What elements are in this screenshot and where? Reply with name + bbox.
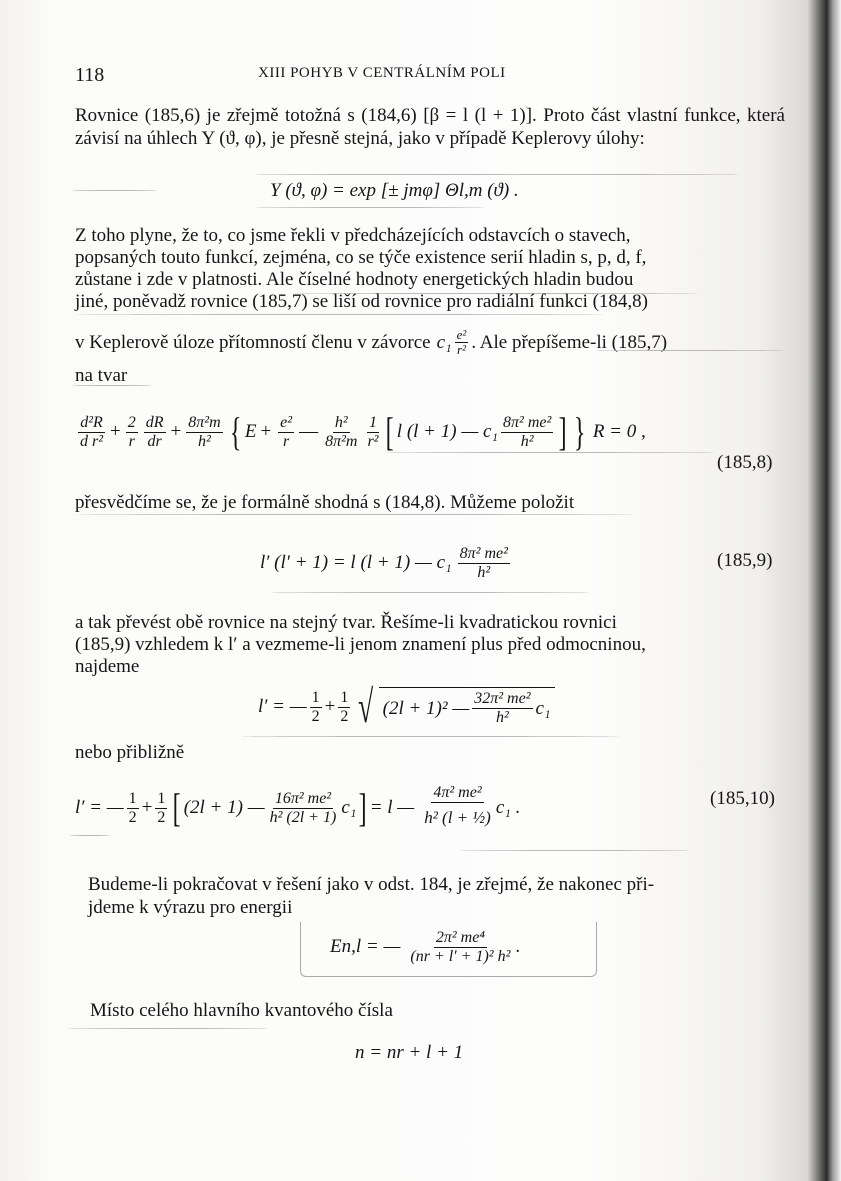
paragraph-4-line-2: (185,9) vzhledem k l′ a vezmeme-li jenom znamení plus před odmocninou, xyxy=(75,634,646,655)
paragraph-2-line-1: Z toho plyne, že to, co jsme řekli v předcházejících odstavcích o stavech, xyxy=(75,225,631,246)
pencil-underline xyxy=(75,514,635,515)
pencil-underline xyxy=(68,1028,268,1029)
paragraph-7: Místo celého hlavního kvantového čísla xyxy=(90,1000,393,1021)
equation-185-10: l′ = — $\frac{1}{2}$ + $\frac{1}{2}$ [ (2l + 1) — $\frac{\text{16π² me²}}{\text{h² (2l + 1)}}$ c₁ ] = l — $\frac{\text{4π² me²}}{\text{h² (l + ½)}}$ c₁ . xyxy=(75,783,521,830)
pencil-underline xyxy=(385,452,715,453)
paragraph-4-line-1: a tak převést obě rovnice na stejný tvar. Řešíme-li kvadratickou rovnici xyxy=(75,612,617,633)
paragraph-3: přesvědčíme se, že je formálně shodná s (184,8). Můžeme položit xyxy=(75,492,575,513)
pencil-underline xyxy=(430,174,740,175)
pencil-underline xyxy=(240,736,620,737)
page-number: 118 xyxy=(75,64,105,86)
paragraph-5: nebo přibližně xyxy=(75,742,185,763)
equation-n-definition: n = nr + l + 1 xyxy=(355,1042,464,1063)
pencil-underline xyxy=(255,207,485,208)
paragraph-2-line-5: v Keplerově úloze přítomností členu v závorce c₁ $\frac{\text{e²}}{\text{r²}}$ . Ale přepíšeme-li (185,7) xyxy=(75,327,668,357)
paragraph-2-line-4: jiné, poněvadž rovnice (185,7) se liší od rovnice pro radiální funkci (184,8) xyxy=(75,291,648,312)
paragraph-6-line-2: jdeme k výrazu pro energii xyxy=(88,897,293,918)
equation-number-185-10: (185,10) xyxy=(710,788,775,809)
paragraph-2-line-2: popsaných touto funkcí, zejména, co se týče existence serií hladin s, p, d, f, xyxy=(75,247,647,268)
equation-185-8: $\frac{\text{d²R}}{\text{d r²}}$ + $\frac{2}{r}$ $\frac{dR}{dr}$ + $\frac{\text{8π²m}}{\text{h²}}$ { E + $\frac{\text{e²}}{r}$ — $\frac{\text{h²}}{\text{8π²m}}$ $\frac{1}{\text{r²}}$ [ l (l + 1) — c₁ $\frac{\text{8π² me²}}{\text{h²}}$ ] } R = 0 , xyxy=(80,409,646,454)
paragraph-6-line-1: Budeme-li pokračovat v řešení jako v odst. 184, je zřejmé, že nakonec při- xyxy=(88,874,655,895)
fraction: $\frac{\text{e²}}{\text{r²}}$ xyxy=(456,327,467,357)
running-title: XIII POHYB V CENTRÁLNÍM POLI xyxy=(258,65,506,81)
square-root: √ (2l + 1)² — $\frac{\text{32π² me²}}{\text{h²}}$ c₁ xyxy=(353,684,554,730)
pencil-underline xyxy=(460,850,690,851)
pencil-underline xyxy=(75,314,605,315)
paragraph-2-line-3: zůstane i zde v platnosti. Ale číselné hodnoty energetických hladin budou xyxy=(75,269,634,290)
equation-y-function: Y (ϑ, φ) = exp [± jmφ] Θl,m (ϑ) . xyxy=(270,180,519,201)
equation-energy: En,l = — $\frac{\text{2π² me⁴}}{\text{(nr + l′ + 1)² h²}}$ . xyxy=(330,928,521,965)
pencil-underline xyxy=(70,835,110,836)
equation-185-9: l′ (l′ + 1) = l (l + 1) — c₁ $\frac{\text{8π² me²}}{\text{h²}}$ xyxy=(260,544,508,581)
paragraph-4-line-3: najdeme xyxy=(75,656,140,677)
equation-number-185-9: (185,9) xyxy=(717,550,773,571)
pencil-underline xyxy=(270,592,590,593)
paragraph-2-line-6: na tvar xyxy=(75,365,128,386)
pencil-underline xyxy=(595,350,785,351)
pencil-underline xyxy=(72,385,152,386)
equation-l-prime-sqrt: l′ = — $\frac{1}{2}$ + $\frac{1}{2}$ √ (2l + 1)² — $\frac{\text{32π² me²}}{\text{h²}}$ c₁ xyxy=(258,680,555,734)
paragraph-1: Rovnice (185,6) je zřejmě totožná s (184,6) [β = l (l + 1)]. Proto část vlastní funkce, která závisí na úhlech Y (ϑ, φ), je přesně stejná, jako v případě Keplerovy úlohy: xyxy=(75,105,785,149)
equation-number-185-8: (185,8) xyxy=(717,452,773,473)
pencil-underline xyxy=(72,190,157,191)
